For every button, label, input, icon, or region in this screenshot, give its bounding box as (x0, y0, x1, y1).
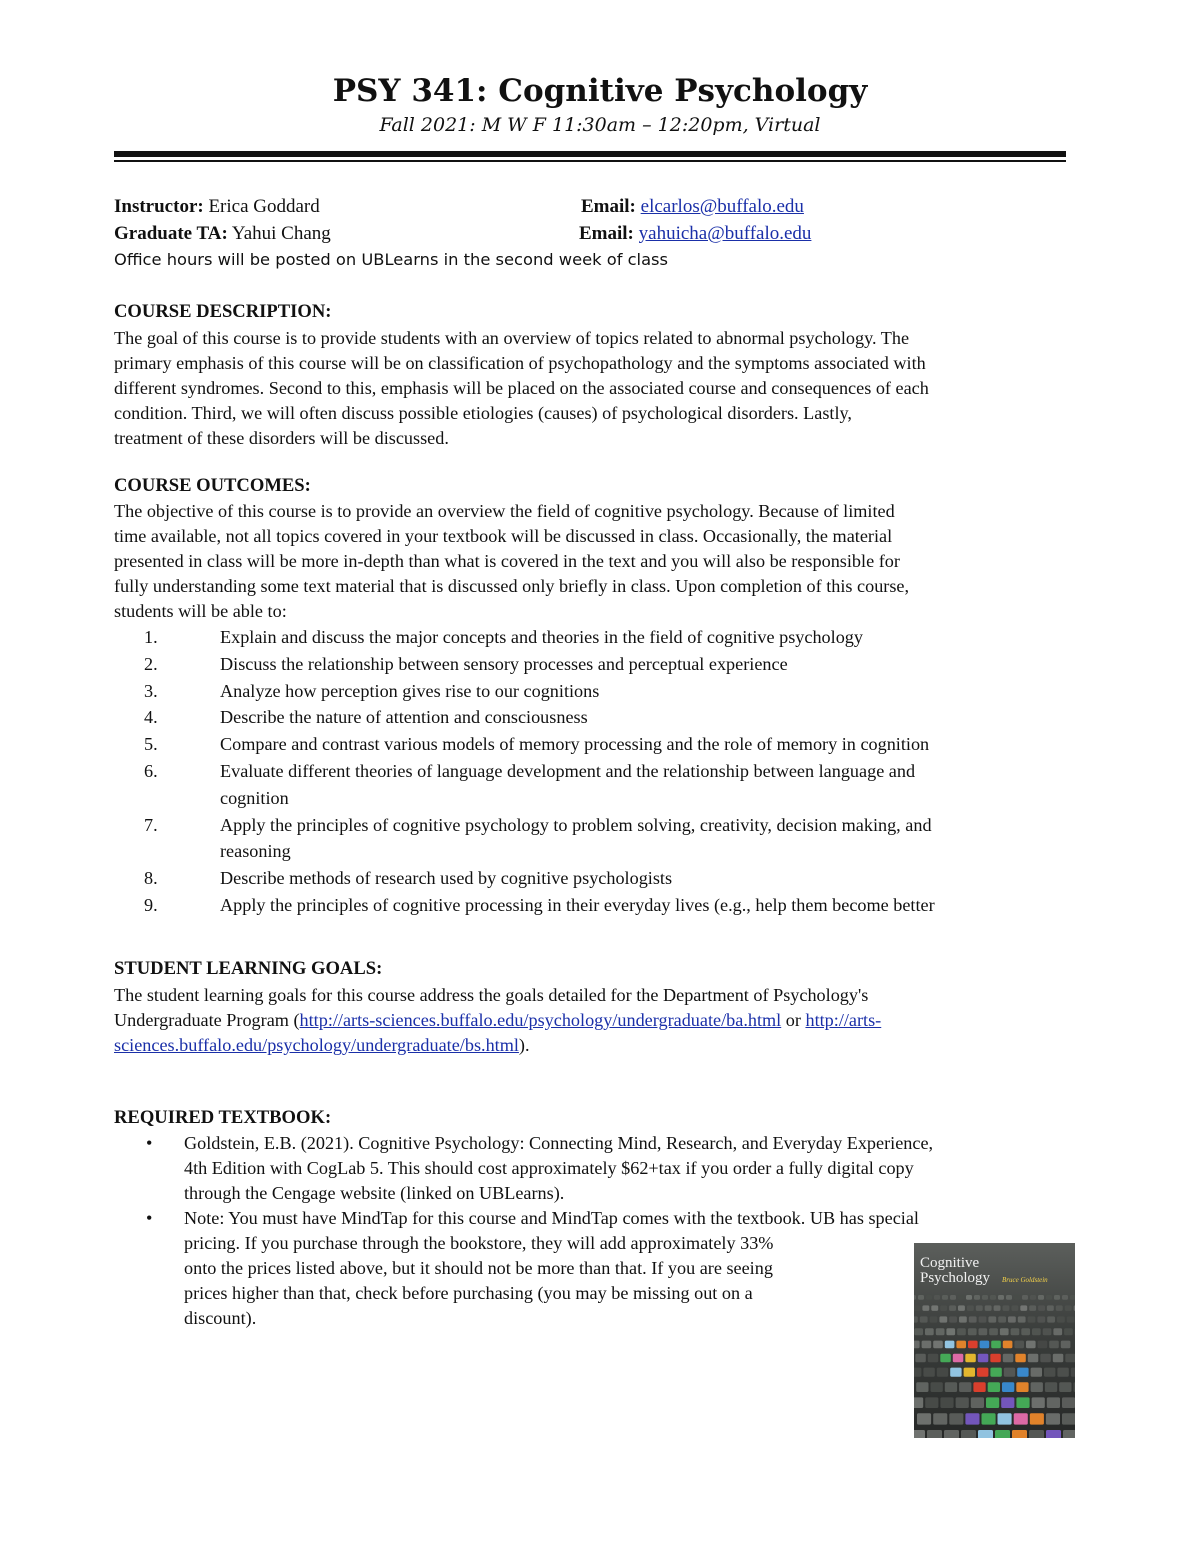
cobblestone (931, 1382, 943, 1392)
cobblestone (914, 1397, 923, 1408)
ba-program-link[interactable]: http://arts-sciences.buffalo.edu/psychology/undergraduate/ba.html (299, 1010, 782, 1030)
cobblestone (1001, 1397, 1014, 1408)
textbook-line: Goldstein, E.B. (2021). Cognitive Psychology: Connecting Mind, Research, and Everyday Experience, (184, 1133, 934, 1153)
cobblestone (956, 1397, 969, 1408)
cobblestone (1053, 1354, 1064, 1362)
cobblestone (920, 1316, 928, 1322)
cobblestone (937, 1368, 948, 1377)
outcome-item (114, 704, 1094, 731)
cobblestone (914, 1295, 916, 1300)
textbook-item-text (184, 1131, 1104, 1206)
cobblestone (925, 1397, 938, 1408)
cobblestone (979, 1316, 987, 1322)
cobblestone (982, 1413, 996, 1424)
cobblestone (1062, 1413, 1075, 1424)
cobblestone (988, 1382, 1000, 1392)
learning-goals-suffix: ). (518, 1035, 530, 1055)
cobblestone (1064, 1328, 1073, 1335)
cobblestone (1016, 1397, 1029, 1408)
outcome-item (114, 812, 1094, 866)
cobblestone (1012, 1430, 1027, 1438)
cobblestone (966, 1295, 972, 1300)
cobblestone (930, 1316, 938, 1322)
course-schedule: Fall 2021: M W F 11:30am – 12:20pm, Virtual (379, 114, 821, 136)
cobblestone (1046, 1413, 1060, 1424)
cobblestone (1002, 1382, 1014, 1392)
outcome-item (114, 758, 1094, 812)
description-line: The goal of this course is to provide students with an overview of topics related to abnormal psychology. The (114, 328, 910, 348)
cobblestone (1011, 1328, 1020, 1335)
outcome-text-continued: reasoning (220, 841, 291, 862)
outcome-number: 8. (144, 868, 158, 889)
cobblestone (998, 1295, 1004, 1300)
cobblestone (939, 1316, 947, 1322)
textbook-cover-image (914, 1243, 1075, 1438)
learning-goals-text (114, 983, 1089, 1058)
cobblestone (1046, 1295, 1052, 1300)
cobblestone (1040, 1354, 1051, 1362)
course-description-heading: COURSE DESCRIPTION: (114, 301, 332, 322)
cobblestone (940, 1305, 947, 1311)
textbook-line: prices higher than that, check before purchasing (you may be missing out on a (184, 1283, 753, 1303)
cobblestone (1032, 1397, 1045, 1408)
description-line: treatment of these disorders will be discussed. (114, 428, 449, 448)
cobblestone (928, 1354, 939, 1362)
cobblestone (1045, 1382, 1057, 1392)
cobblestone (973, 1382, 985, 1392)
ta-email-line (579, 223, 811, 245)
ta-email-label: Email: (579, 223, 634, 244)
cobblestone (1063, 1430, 1075, 1438)
cobblestone (914, 1430, 925, 1438)
cobblestone (945, 1382, 957, 1392)
instructor-label: Instructor: (114, 196, 204, 217)
cobblestone (1043, 1328, 1052, 1335)
cobblestone (914, 1316, 918, 1322)
cobblestone (980, 1341, 990, 1349)
outcome-item (114, 651, 1094, 678)
outcome-item (114, 678, 1094, 705)
cobblestone (1037, 1316, 1045, 1322)
cobblestone (1054, 1295, 1060, 1300)
cobblestone (936, 1328, 945, 1335)
outcome-text: Apply the principles of cognitive psychology to problem solving, creativity, decision making, and (220, 814, 932, 835)
outcome-number: 4. (144, 707, 158, 728)
cobblestone (1011, 1305, 1018, 1311)
outcome-number: 5. (144, 734, 158, 755)
ta-label: Graduate TA: (114, 223, 228, 244)
cobblestone (1014, 1341, 1024, 1349)
cobblestone (1062, 1295, 1068, 1300)
instructor-email-link[interactable]: elcarlos@buffalo.edu (640, 196, 804, 217)
cobblestone (1029, 1430, 1044, 1438)
cobblestone (1057, 1368, 1068, 1377)
cobblestone (971, 1397, 984, 1408)
cobblestone (922, 1341, 932, 1349)
bs-program-link-end[interactable]: sciences.buffalo.edu/psychology/undergraduate/bs.html (114, 1035, 519, 1055)
cobblestone (1006, 1295, 1012, 1300)
outcome-text: Explain and discuss the major concepts and theories in the field of cognitive psychology (220, 627, 863, 647)
outcome-text: Describe the nature of attention and consciousness (220, 707, 588, 728)
cobblestone (1014, 1413, 1028, 1424)
cobblestone (1065, 1354, 1075, 1362)
outcome-text: Compare and contrast various models of memory processing and the role of memory in cognition (220, 734, 930, 755)
cobblestone (949, 1413, 963, 1424)
cobblestone (1038, 1295, 1044, 1300)
cobblestone (922, 1305, 929, 1311)
cobblestone (964, 1368, 975, 1377)
cobblestone (969, 1316, 977, 1322)
outcomes-line: fully understanding some text material that is discussed only briefly in class. Upon completion of this course, (114, 576, 910, 596)
header-divider-thick (114, 151, 1066, 157)
ta-line (114, 223, 331, 245)
instructor-name: Erica Goddard (208, 196, 320, 217)
learning-goals-prefix: Undergraduate Program ( (114, 1010, 300, 1030)
cobblestone (940, 1354, 951, 1362)
course-outcomes-text (114, 499, 1089, 624)
textbook-line: discount). (184, 1308, 257, 1328)
outcome-number: 3. (144, 680, 158, 701)
cobblestone (1071, 1368, 1075, 1377)
description-line: different syndromes. Second to this, emphasis will be placed on the associated course and consequences of each (114, 378, 929, 398)
cobblestone (1032, 1328, 1041, 1335)
cobblestone (914, 1368, 921, 1377)
outcome-text: Describe methods of research used by cognitive psychologists (220, 868, 673, 889)
cobblestone (985, 1305, 992, 1311)
cobblestone (998, 1413, 1012, 1424)
textbook-line: onto the prices listed above, but it should not be more than that. If you are seeing (184, 1258, 773, 1278)
cobblestone (923, 1368, 934, 1377)
cobblestone (1003, 1341, 1013, 1349)
textbook-line: pricing. If you purchase through the bookstore, they will add approximately 33% (184, 1233, 774, 1253)
cobblestone (946, 1328, 955, 1335)
learning-goals-line (114, 1008, 1089, 1033)
cobblestone (1004, 1368, 1015, 1377)
ta-email-link[interactable]: yahuicha@buffalo.edu (638, 223, 812, 244)
outcome-number: 2. (144, 653, 158, 674)
cobblestone (988, 1316, 996, 1322)
cobblestone (1047, 1316, 1055, 1322)
instructor-email-line (581, 196, 804, 218)
cover-title-word-2: Psychology (920, 1270, 991, 1286)
learning-goals-line: The student learning goals for this course address the goals detailed for the Department of Psychology's (114, 985, 869, 1005)
cobblestone (1070, 1295, 1075, 1300)
learning-goals-heading: STUDENT LEARNING GOALS: (114, 958, 383, 979)
instructor-email-label: Email: (581, 196, 636, 217)
cobblestone (1067, 1316, 1075, 1322)
cobblestone (916, 1382, 928, 1392)
cobblestone (1074, 1382, 1076, 1392)
cobblestone (976, 1305, 983, 1311)
outcome-text: Analyze how perception gives rise to our cognitions (220, 680, 600, 701)
cobblestone (1056, 1305, 1063, 1311)
textbook-line: through the Cengage website (linked on UBLearns). (184, 1183, 565, 1203)
cobblestone (965, 1354, 976, 1362)
cobblestone (958, 1305, 965, 1311)
cobblestone (965, 1413, 979, 1424)
cobblestone (991, 1341, 1001, 1349)
cobblestone (967, 1305, 974, 1311)
cobblestone (944, 1430, 959, 1438)
course-description-text (114, 326, 1089, 451)
cobblestone (1020, 1305, 1027, 1311)
cobblestone (986, 1397, 999, 1408)
outcome-text: Discuss the relationship between sensory processes and perceptual experience (220, 653, 788, 674)
cobblestone (990, 1368, 1001, 1377)
cobblestone (1014, 1295, 1020, 1300)
cobblestone (957, 1328, 966, 1335)
bullet-icon: • (146, 1133, 153, 1153)
cobblestone (1031, 1382, 1043, 1392)
cobblestone (933, 1413, 947, 1424)
cobblestone (1061, 1341, 1071, 1349)
cobblestone (1065, 1305, 1072, 1311)
cobblestone (959, 1382, 971, 1392)
cobblestone (968, 1328, 977, 1335)
cobblestone (914, 1328, 923, 1335)
cobblestone (1059, 1382, 1071, 1392)
outcomes-line: time available, not all topics covered in your textbook will be discussed in class. Occasionally, the material (114, 526, 893, 546)
cobblestone (982, 1295, 988, 1300)
cobblestone (977, 1368, 988, 1377)
cobblestone (959, 1316, 967, 1322)
cobblestone (1046, 1430, 1061, 1438)
outcome-item (114, 624, 1094, 651)
textbook-item (114, 1131, 1104, 1206)
cobblestone (1053, 1328, 1062, 1335)
cobblestone (1008, 1316, 1016, 1322)
cobblestone (1003, 1305, 1010, 1311)
cobblestone (979, 1328, 988, 1335)
outcomes-list (114, 624, 1094, 919)
cobblestone (1047, 1397, 1060, 1408)
description-line: condition. Third, we will often discuss possible etiologies (causes) of psychological disorders. Lastly, (114, 403, 852, 423)
cobblestone (958, 1295, 964, 1300)
textbook-line: Note: You must have MindTap for this course and MindTap comes with the textbook. UB has special (184, 1208, 919, 1228)
cobblestone (917, 1413, 931, 1424)
cobblestone (1000, 1328, 1009, 1335)
cobblestone (918, 1295, 924, 1300)
bs-program-link-start[interactable]: http://arts- (805, 1010, 882, 1030)
cobblestone (1038, 1341, 1048, 1349)
cobblestone (978, 1354, 989, 1362)
learning-goals-or: or (781, 1010, 806, 1030)
cobblestone (1038, 1305, 1045, 1311)
cobblestone (940, 1397, 953, 1408)
cobblestone (1028, 1354, 1039, 1362)
course-title: PSY 341: Cognitive Psychology (332, 73, 868, 109)
cobblestone (1049, 1341, 1059, 1349)
outcomes-line: presented in class will be more in-depth than what is covered in the text and you will also be responsible for (114, 551, 900, 571)
cobblestone (1021, 1328, 1030, 1335)
outcome-text-continued: cognition (220, 787, 289, 808)
cobblestone (1030, 1413, 1044, 1424)
outcome-item (114, 865, 1094, 892)
cobblestone (953, 1354, 964, 1362)
outcomes-line: The objective of this course is to provide an overview the field of cognitive psychology. Because of limited (114, 501, 895, 521)
cobblestone (914, 1305, 920, 1311)
cobblestone-cover-art (914, 1243, 1075, 1438)
cobblestone (989, 1328, 998, 1335)
office-hours-note: Office hours will be posted on UBLearns in the second week of class (114, 250, 669, 269)
description-line: primary emphasis of this course will be on classification of psychopathology and the symptoms associated with (114, 353, 926, 373)
cobblestone (1030, 1295, 1036, 1300)
cobblestone (1031, 1368, 1042, 1377)
cobblestone (934, 1295, 940, 1300)
cobblestone (933, 1341, 943, 1349)
cobblestone (945, 1341, 955, 1349)
cobblestone (949, 1316, 957, 1322)
cobblestone (914, 1341, 920, 1349)
cobblestone (925, 1328, 934, 1335)
cobblestone (974, 1295, 980, 1300)
outcome-text: Evaluate different theories of language development and the relationship between language and (220, 760, 916, 781)
cobblestone (968, 1341, 978, 1349)
cobblestone (1047, 1305, 1054, 1311)
cobblestone (1074, 1305, 1075, 1311)
learning-goals-line (114, 1033, 1089, 1058)
cobblestone (915, 1354, 926, 1362)
cobblestone (931, 1305, 938, 1311)
cobblestone (1062, 1397, 1075, 1408)
cobblestone (950, 1295, 956, 1300)
outcome-number: 7. (144, 814, 158, 835)
outcomes-line: students will be able to: (114, 601, 287, 621)
cobblestone (998, 1316, 1006, 1322)
instructor-line (114, 196, 320, 218)
cobblestone (961, 1430, 976, 1438)
cobblestone (926, 1295, 932, 1300)
outcome-item (114, 892, 1094, 919)
course-outcomes-heading: COURSE OUTCOMES: (114, 475, 311, 496)
cobblestone (1057, 1316, 1065, 1322)
outcome-number: 1. (144, 627, 158, 647)
cobblestone (1017, 1368, 1028, 1377)
cobblestone (1018, 1316, 1026, 1322)
cover-author: Bruce Goldstein (1002, 1276, 1048, 1284)
cobblestone (990, 1295, 996, 1300)
outcome-number: 9. (144, 894, 158, 915)
outcome-number: 6. (144, 760, 158, 781)
cobblestone (1026, 1341, 1036, 1349)
bullet-icon: • (146, 1208, 153, 1228)
cobblestone (949, 1305, 956, 1311)
outcome-text: Apply the principles of cognitive processing in their everyday lives (e.g., help them become better (220, 894, 935, 915)
cobblestone (927, 1430, 942, 1438)
cobblestone (1003, 1354, 1014, 1362)
cobblestone (995, 1430, 1010, 1438)
cobblestone (950, 1368, 961, 1377)
cobblestone (1029, 1305, 1036, 1311)
cobblestone (994, 1305, 1001, 1311)
cobblestone (978, 1430, 993, 1438)
cobblestone (1044, 1368, 1055, 1377)
cobblestone (942, 1295, 948, 1300)
cobblestone (1028, 1316, 1036, 1322)
textbook-line: 4th Edition with CogLab 5. This should cost approximately $62+tax if you order a fully digital copy (184, 1158, 914, 1178)
outcome-item (114, 731, 1094, 758)
textbook-heading: REQUIRED TEXTBOOK: (114, 1107, 332, 1128)
cobblestone (1015, 1354, 1026, 1362)
cobblestone (1016, 1382, 1028, 1392)
cobblestone (956, 1341, 966, 1349)
cobblestone (990, 1354, 1001, 1362)
cover-title-word-1: Cognitive (920, 1255, 980, 1271)
cobblestone (1022, 1295, 1028, 1300)
ta-name: Yahui Chang (231, 223, 331, 244)
header-divider-thin (114, 160, 1066, 162)
